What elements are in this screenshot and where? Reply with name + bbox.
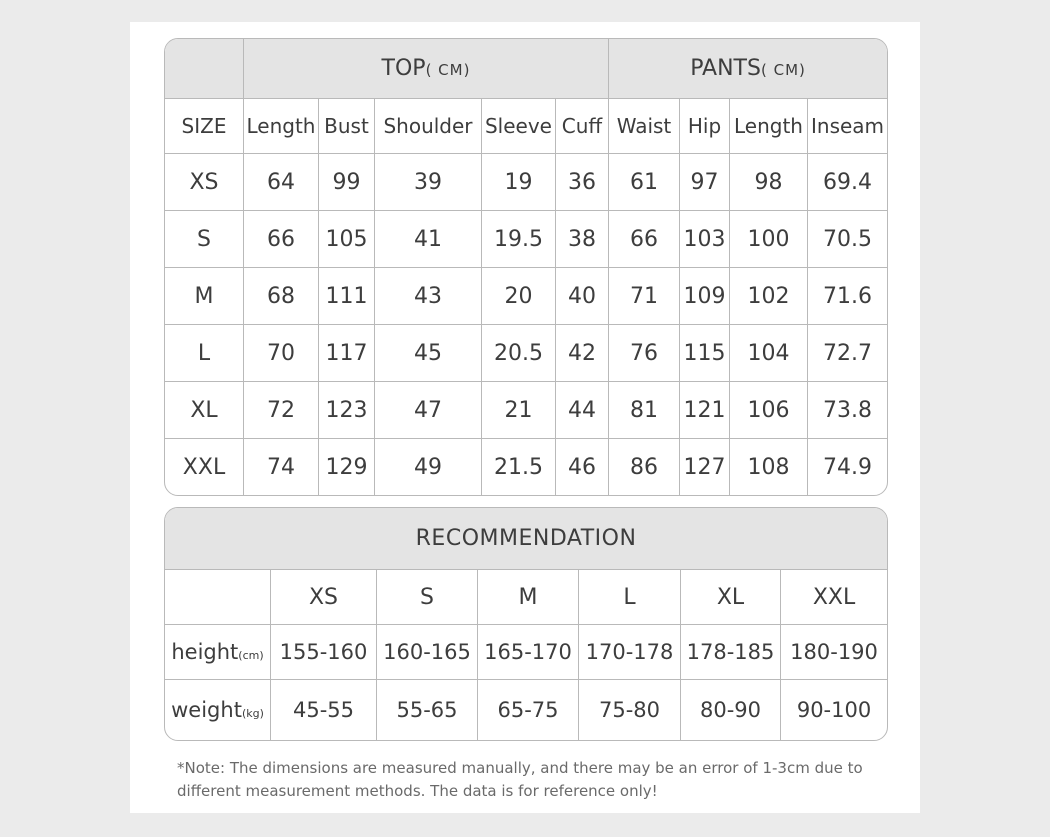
table-cell: 99 [319,154,375,211]
top-unit: ( CM) [425,61,471,79]
rec-size-header: L [579,570,681,625]
recommendation-title: RECOMMENDATION [165,508,887,570]
table-cell: 97 [680,154,730,211]
pants-label: PANTS [690,56,761,81]
table-cell: 69.4 [808,154,887,211]
recommendation-title-row [165,508,887,570]
pants-unit: ( CM) [760,61,806,79]
weight-row [165,680,887,740]
table-cell: 45-55 [271,680,377,740]
size-cell: S [165,211,244,268]
table-cell: 102 [730,268,808,325]
table-cell: 108 [730,439,808,495]
table-cell: 80-90 [681,680,781,740]
table-cell: 106 [730,382,808,439]
table-cell: 65-75 [478,680,579,740]
size-table [164,38,888,496]
rec-size-header: S [377,570,478,625]
table-cell: 21 [482,382,556,439]
table-cell: 104 [730,325,808,382]
pants-group-header [609,39,887,99]
table-cell: 19.5 [482,211,556,268]
rec-size-header: M [478,570,579,625]
table-cell: 71 [609,268,680,325]
top-label: TOP [381,56,426,81]
table-cell: 61 [609,154,680,211]
weight-label-cell [165,680,271,740]
height-label-cell [165,625,271,680]
recommendation-table [164,507,888,741]
table-cell: 81 [609,382,680,439]
table-cell: 38 [556,211,609,268]
height-row [165,625,887,680]
table-cell: 41 [375,211,482,268]
col-header-cuff: Cuff [556,99,609,154]
table-row [165,154,887,211]
table-cell: 155-160 [271,625,377,680]
table-cell: 86 [609,439,680,495]
table-cell: 44 [556,382,609,439]
size-chart-card [130,22,920,813]
table-cell: 160-165 [377,625,478,680]
table-cell: 70.5 [808,211,887,268]
table-cell: 70 [244,325,319,382]
table-cell: 47 [375,382,482,439]
col-header-sleeve: Sleeve [482,99,556,154]
table-cell: 127 [680,439,730,495]
table-row [165,211,887,268]
table-cell: 39 [375,154,482,211]
table-cell: 75-80 [579,680,681,740]
col-header-size: SIZE [165,99,244,154]
table-row [165,268,887,325]
table-cell: 72.7 [808,325,887,382]
table-cell: 55-65 [377,680,478,740]
table-cell: 123 [319,382,375,439]
table-cell: 121 [680,382,730,439]
table-cell: 98 [730,154,808,211]
table-cell: 40 [556,268,609,325]
table-cell: 19 [482,154,556,211]
col-header-inseam: Inseam [808,99,887,154]
table-cell: 117 [319,325,375,382]
table-cell: 76 [609,325,680,382]
table-cell: 170-178 [579,625,681,680]
rec-size-header: XL [681,570,781,625]
corner-cell [165,570,271,625]
table-cell: 100 [730,211,808,268]
table-cell: 21.5 [482,439,556,495]
table-cell: 49 [375,439,482,495]
column-header-row [165,99,887,154]
table-cell: 115 [680,325,730,382]
rec-size-header: XXL [781,570,887,625]
table-cell: 129 [319,439,375,495]
top-group-header [244,39,609,99]
size-cell: XXL [165,439,244,495]
weight-unit: (kg) [241,707,264,720]
table-cell: 73.8 [808,382,887,439]
recommendation-size-row [165,570,887,625]
table-cell: 74.9 [823,454,873,480]
group-header-row [165,39,887,99]
table-cell: 64 [244,154,319,211]
size-cell: M [165,268,244,325]
table-cell: 71.6 [808,268,887,325]
table-cell: 43 [375,268,482,325]
table-cell: 72 [244,382,319,439]
table-cell: 45 [375,325,482,382]
size-cell: XL [165,382,244,439]
col-header-bust: Bust [319,99,375,154]
table-row [165,325,887,382]
weight-label: weight [171,698,242,722]
table-cell: 68 [244,268,319,325]
col-header-pants-length: Length [730,99,808,154]
size-cell: XS [165,154,244,211]
table-cell: 105 [319,211,375,268]
table-cell: 66 [609,211,680,268]
table-cell: 20 [482,268,556,325]
size-cell: L [165,325,244,382]
height-label: height [171,640,239,664]
table-cell: 36 [556,154,609,211]
table-cell: 165-170 [478,625,579,680]
table-row [165,382,887,439]
disclaimer-note: *Note: The dimensions are measured manually, and there may be an error of 1-3cm due to different measurement methods. The data is for reference only! [177,759,863,800]
table-cell: 180-190 [781,625,887,680]
table-cell: 20.5 [482,325,556,382]
col-header-waist: Waist [609,99,680,154]
table-cell: 42 [556,325,609,382]
table-row [165,439,887,495]
height-unit: (cm) [238,649,264,662]
corner-cell [165,39,244,99]
table-cell: 74 [244,439,319,495]
table-cell: 103 [680,211,730,268]
table-cell: 46 [556,439,609,495]
col-header-shoulder: Shoulder [375,99,482,154]
table-cell: 90-100 [796,698,872,722]
table-cell: 111 [319,268,375,325]
col-header-top-length: Length [244,99,319,154]
table-cell: 66 [244,211,319,268]
table-cell: 178-185 [681,625,781,680]
table-cell: 109 [680,268,730,325]
col-header-hip: Hip [680,99,730,154]
rec-size-header: XS [271,570,377,625]
